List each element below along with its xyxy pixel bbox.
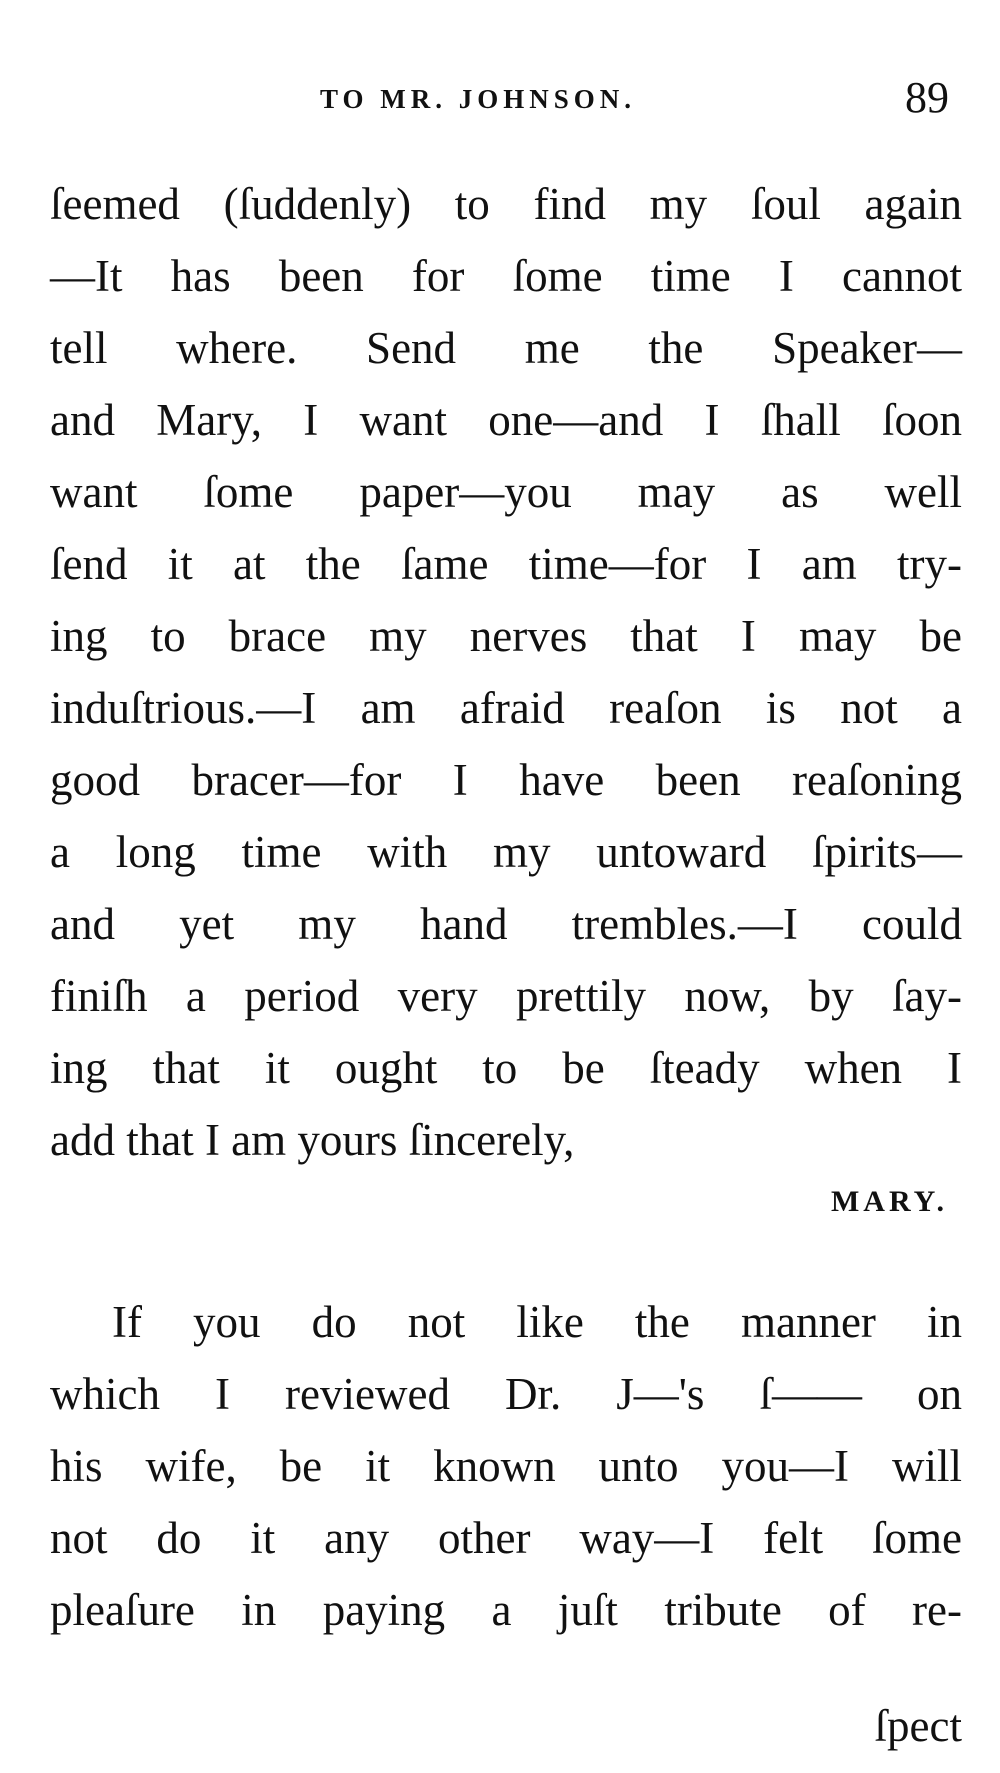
text-line: ing to brace my nerves that I may be <box>50 611 962 661</box>
letter-body <box>50 168 962 1176</box>
text-line: his wife, be it known unto you—I will <box>50 1441 962 1491</box>
running-head <box>0 72 1000 132</box>
page-number: 89 <box>905 73 949 122</box>
text-line: and yet my hand trembles.—I could <box>50 899 962 949</box>
text-line: finiſh a period very prettily now, by ſay- <box>50 971 962 1021</box>
text-line: —It has been for ſome time I cannot <box>50 251 962 301</box>
next-letter-body <box>50 1286 962 1646</box>
catchword: ſpect <box>874 1701 962 1751</box>
text-line: add that I am yours ſincerely, <box>50 1115 575 1165</box>
text-line: ing that it ought to be ſteady when I <box>50 1043 962 1093</box>
text-line: pleaſure in paying a juſt tribute of re- <box>50 1585 962 1635</box>
text-line: a long time with my untoward ſpirits— <box>50 827 962 877</box>
running-title: TO MR. JOHNSON. <box>320 84 637 114</box>
text-line: which I reviewed Dr. J—'s ſ—— on <box>50 1369 962 1419</box>
text-line: not do it any other way—I felt ſome <box>50 1513 962 1563</box>
text-line: ſeemed (ſuddenly) to find my ſoul again <box>50 179 962 229</box>
text-line: ſend it at the ſame time—for I am try- <box>50 539 962 589</box>
text-line: good bracer—for I have been reaſoning <box>50 755 962 805</box>
text-line: tell where. Send me the Speaker— <box>50 323 962 373</box>
text-line: and Mary, I want one—and I ſhall ſoon <box>50 395 962 445</box>
signature: MARY. <box>830 1185 948 1218</box>
text-line: induſtrious.—I am afraid reaſon is not a <box>50 683 962 733</box>
text-line: If you do not like the manner in <box>112 1297 962 1347</box>
text-line: want ſome paper—you may as well <box>50 467 962 517</box>
